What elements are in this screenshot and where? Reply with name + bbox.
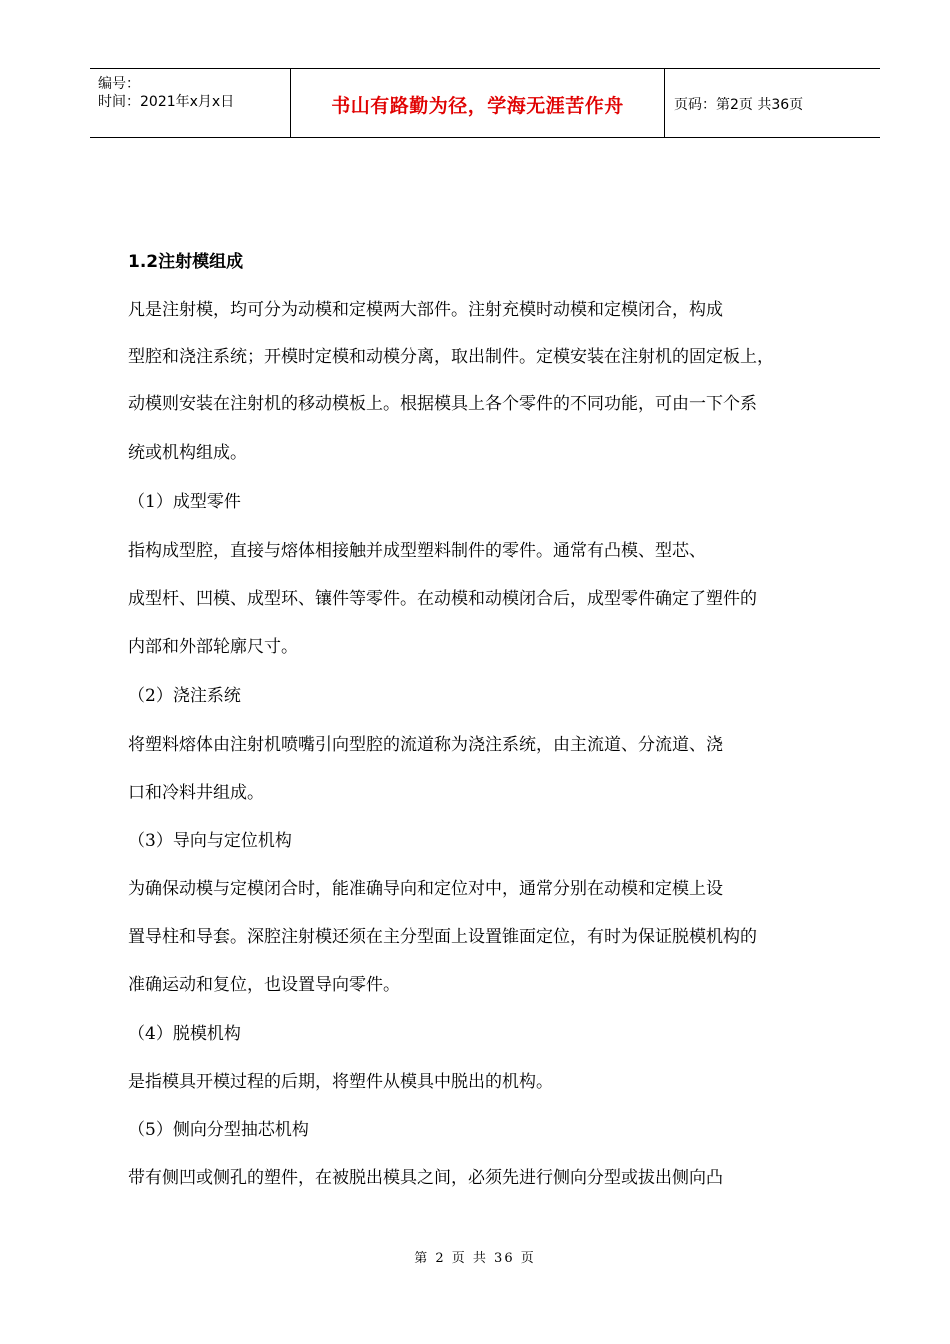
body-line: 成型杆、凹模、成型环、镶件等零件。在动模和动模闭合后，成型零件确定了塑件的 [128,589,757,609]
header-page-cell [664,69,880,137]
document-header [90,68,880,138]
body-line: 统或机构组成。 [128,443,247,463]
subheading-guiding: （3）导向与定位机构 [128,831,292,851]
number-label: 编号： [98,76,140,92]
page-footer: 第 2 页 共 36 页 [414,1251,536,1266]
page-code: 页码：第2页 共36页 [674,97,804,113]
body-line: 将塑料熔体由注射机喷嘴引向型腔的流道称为浇注系统，由主流道、分流道、浇 [128,735,723,755]
body-line: 带有侧凹或侧孔的塑件，在被脱出模具之间，必须先进行侧向分型或拔出侧向凸 [128,1168,723,1188]
header-info-cell [90,69,290,137]
subheading-gating-system: （2）浇注系统 [128,686,241,706]
body-line: 为确保动模与定模闭合时，能准确导向和定位对中，通常分别在动模和定模上设 [128,879,723,899]
body-line: 准确运动和复位，也设置导向零件。 [128,975,400,995]
body-line: 内部和外部轮廓尺寸。 [128,637,298,657]
motto-text: 书山有路勤为径，学海无涯苦作舟 [331,95,624,117]
section-heading: 1.2注射模组成 [128,252,244,272]
subheading-forming-parts: （1）成型零件 [128,492,241,512]
time-label: 时间：2021年x月x日 [98,94,235,110]
body-line: 指构成型腔，直接与熔体相接触并成型塑料制件的零件。通常有凸模、型芯、 [128,541,706,561]
body-line: 是指模具开模过程的后期，将塑件从模具中脱出的机构。 [128,1072,553,1092]
body-line: 口和冷料井组成。 [128,783,264,803]
subheading-ejection: （4）脱模机构 [128,1024,241,1044]
body-line: 型腔和浇注系统；开模时定模和动模分离，取出制件。定模安装在注射机的固定板上， [128,347,774,367]
header-motto-cell [290,69,665,137]
body-line: 置导柱和导套。深腔注射模还须在主分型面上设置锥面定位，有时为保证脱模机构的 [128,927,757,947]
body-line: 动模则安装在注射机的移动模板上。根据模具上各个零件的不同功能，可由一下个系 [128,394,757,414]
subheading-side-core: （5）侧向分型抽芯机构 [128,1120,309,1140]
body-line: 凡是注射模，均可分为动模和定模两大部件。注射充模时动模和定模闭合，构成 [128,300,723,320]
